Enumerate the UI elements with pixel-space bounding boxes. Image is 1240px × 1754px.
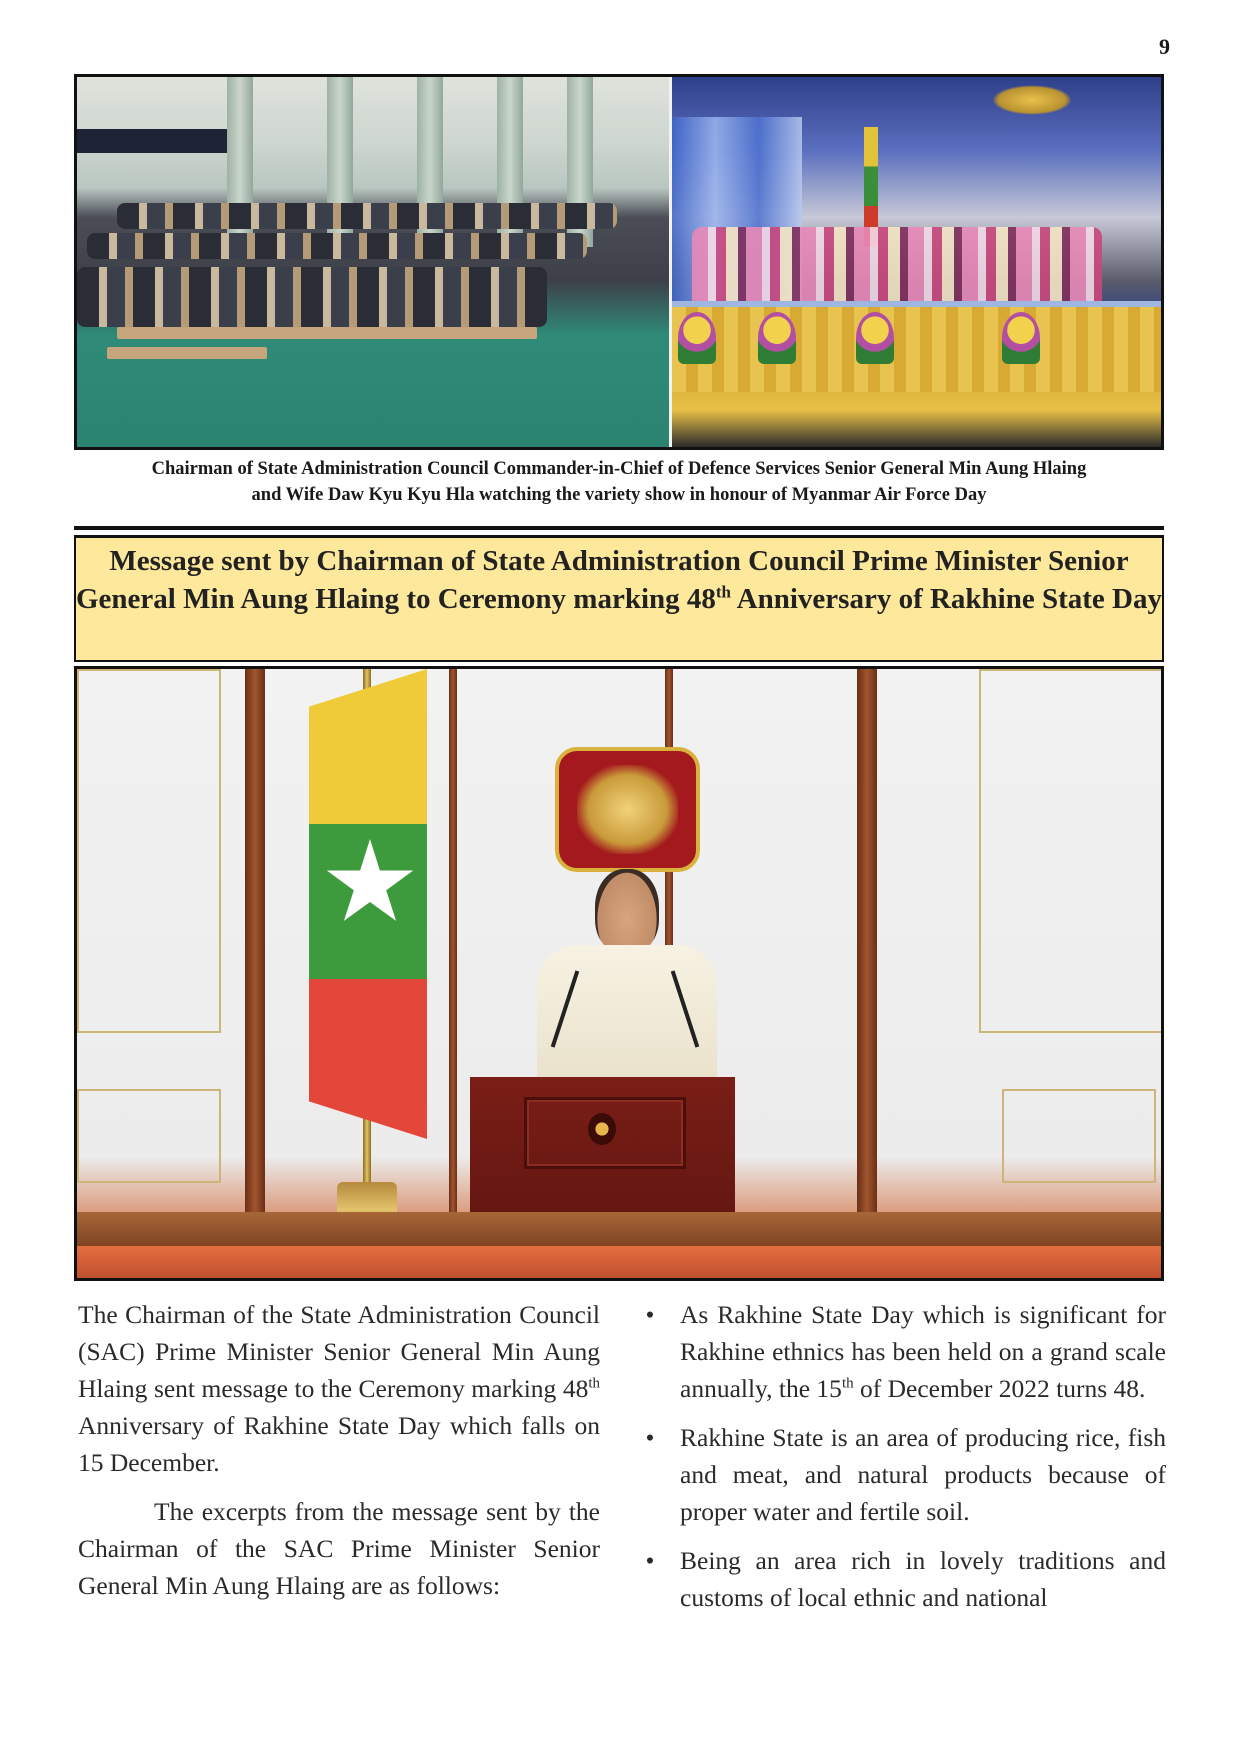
wood-column: [449, 669, 457, 1249]
main-photo-speaker-at-podium: [74, 666, 1164, 1281]
list-item-2-text: Rakhine State is an area of producing rice, fish and meat, and natural products because of proper water and fertile soil.: [680, 1423, 1166, 1526]
headline-ordinal: th: [715, 582, 732, 602]
headline-text-1: Message sent by Chairman of State Administration Council Prime Minister Senior General Min Aung Hlaing to Ceremony marking 48: [76, 545, 1129, 615]
dancers: [692, 227, 1102, 307]
article-headline: [74, 536, 1164, 662]
photo-caption: [74, 456, 1164, 508]
list-item-3-text: Being an area rich in lovely traditions and customs of local ethnic and national: [680, 1546, 1166, 1612]
audience-row: [117, 203, 617, 229]
speaker: [537, 869, 717, 1089]
top-photo-strip: [74, 74, 1164, 450]
page-number: 9: [1159, 34, 1170, 59]
podium-crest: [588, 1113, 616, 1145]
myanmar-flag: [309, 669, 427, 1139]
tea-tables: [117, 327, 537, 339]
paragraph-1-text-b: Anniversary of Rakhine State Day which falls on 15 December.: [78, 1411, 600, 1477]
audience-row: [87, 233, 587, 259]
wall-panel: [979, 669, 1163, 1033]
floor-carpet: [77, 1246, 1161, 1278]
air-force-emblem: [992, 85, 1072, 115]
state-emblem: [555, 747, 700, 872]
paragraph-1: [78, 1296, 600, 1481]
headline-text-2: Anniversary of Rakhine State Day: [731, 583, 1162, 615]
list-item-1-text-b: of December 2022 turns 48.: [853, 1374, 1146, 1403]
paragraph-2: The excerpts from the message sent by the Chairman of the SAC Prime Minister Senior General Min Aung Hlaing are as follows:: [78, 1497, 600, 1600]
tea-tables: [107, 347, 267, 359]
list-item: [640, 1419, 1166, 1530]
speaker-head: [595, 869, 659, 953]
bullet-icon: •: [645, 1546, 655, 1575]
audience-photo: [77, 77, 672, 447]
wall-panel: [77, 1089, 221, 1183]
wall-panel: [77, 669, 221, 1033]
bullet-list: [640, 1296, 1166, 1616]
list-item: [640, 1296, 1166, 1407]
paragraph-1-text-a: The Chairman of the State Administration Council (SAC) Prime Minister Senior General Min Aung Hlaing sent message to the Ceremony marking 48: [78, 1300, 600, 1403]
flower-pot: [758, 312, 796, 364]
list-item: [640, 1542, 1166, 1616]
section-divider: [74, 526, 1164, 536]
left-column: [78, 1296, 600, 1604]
bullet-icon: •: [645, 1423, 655, 1452]
flower-pot: [1002, 312, 1040, 364]
photo-caption-line2: and Wife Daw Kyu Kyu Hla watching the variety show in honour of Myanmar Air Force Day: [251, 485, 987, 505]
bullet-icon: •: [645, 1300, 655, 1329]
audience-row: [77, 267, 547, 327]
wall-panel: [1002, 1089, 1156, 1183]
flower-pot: [856, 312, 894, 364]
list-item-1-ordinal: th: [841, 1375, 854, 1392]
right-column: [640, 1296, 1166, 1628]
paragraph-1-ordinal: th: [588, 1375, 600, 1392]
wood-column: [245, 669, 265, 1249]
wood-column: [857, 669, 877, 1249]
flower-pot: [678, 312, 716, 364]
stage-skirt: [672, 307, 1161, 392]
stage-photo: [672, 77, 1161, 447]
baseboard: [77, 1212, 1161, 1246]
photo-caption-line1: Chairman of State Administration Council Commander-in-Chief of Defence Services Senior General Min Aung Hlaing: [151, 459, 1087, 479]
hall-banner: [77, 129, 247, 153]
list-item-1-text-a: As Rakhine State Day which is significant for Rakhine ethnics has been held on a grand scale annually, the 15: [680, 1300, 1166, 1403]
